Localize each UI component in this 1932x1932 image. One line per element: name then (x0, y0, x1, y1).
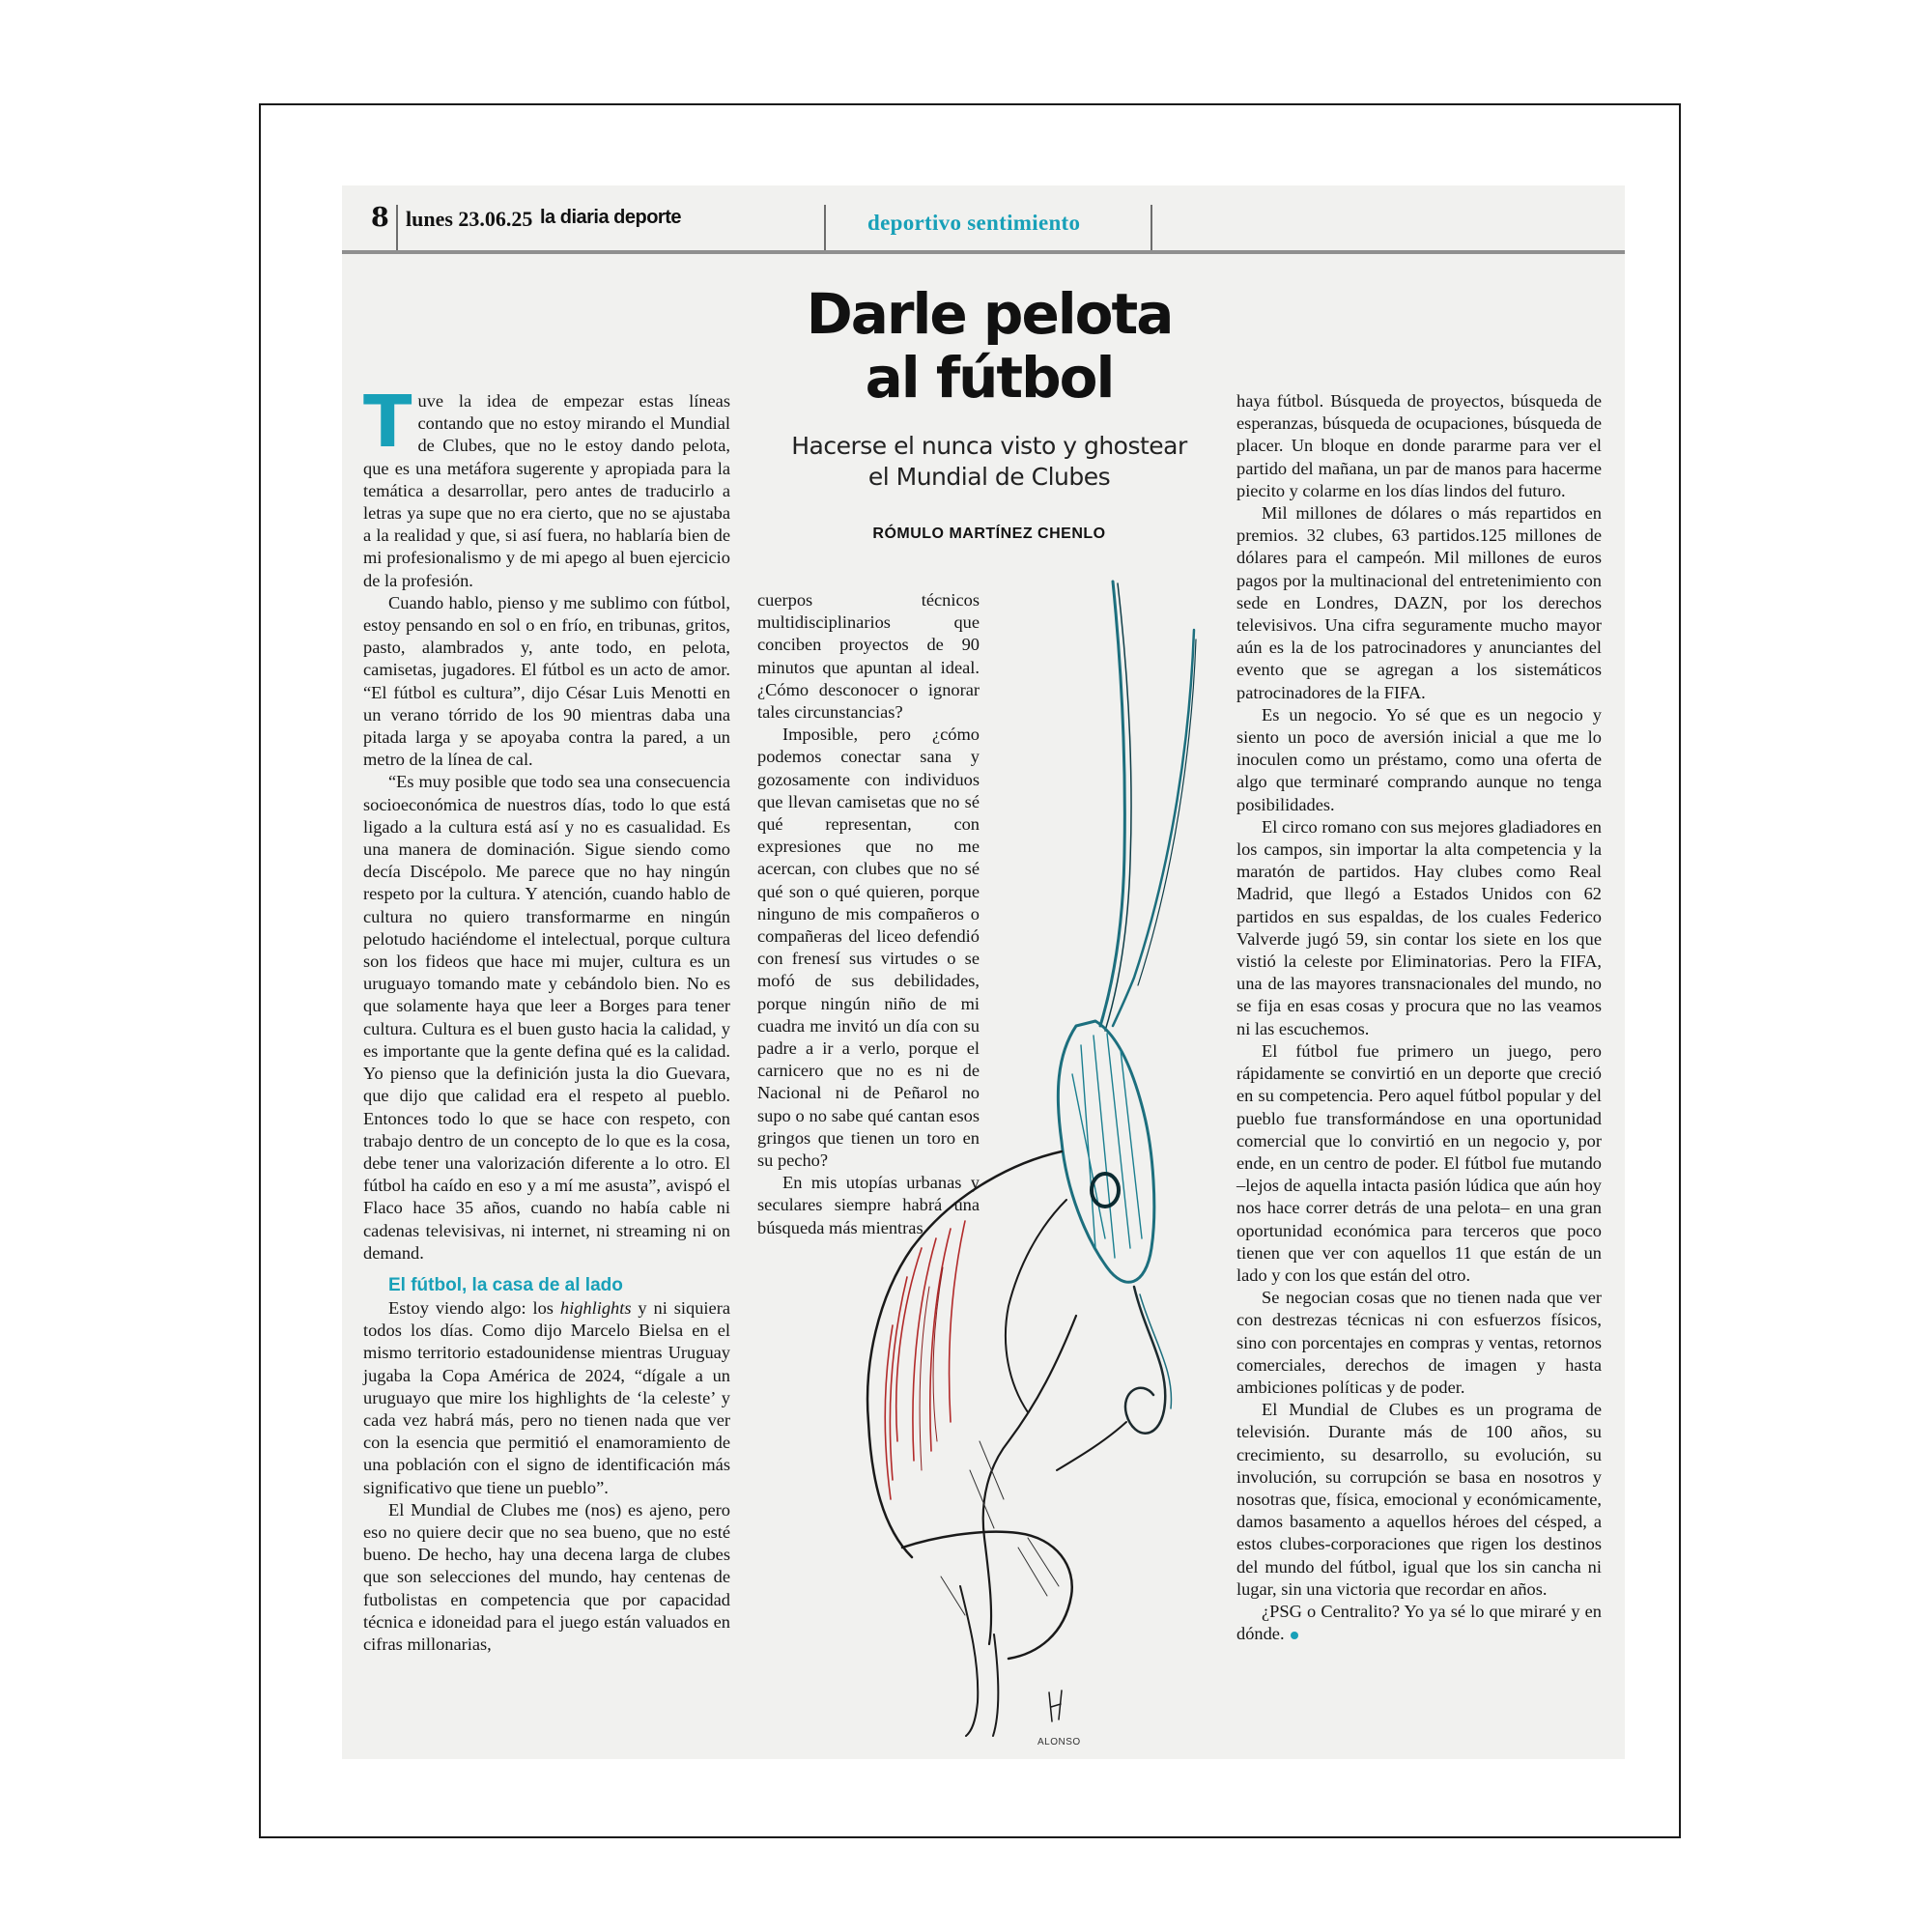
article-paragraph (1236, 1601, 1602, 1645)
article-paragraph: Mil millones de dólares o más repartidos en premios. 32 clubes, 63 partidos.125 millones de dólares para el campeón. Mil millones de euros pagos por la multinacional del entretenimiento con sede en Londres, DAZN, por los derechos televisivos. Una cifra seguramente mucho mayor aún es la de los patrocinadores y anunciantes del evento que se agregan a los sistemáticos patrocinadores de la FIFA. (1236, 503, 1602, 702)
paragraph-text: y ni siquiera todos los días. Como dijo Marcelo Bielsa en el mismo territorio estadounidense mientras Uruguay jugaba la Copa América de 2024, “dígale a un uruguayo que mire los highlights de ‘la celeste’ y cada vez habrá más, pero no tienen nada que ver con la esencia que permitió el enamoramiento de una población con el signo de identificación más significativo que tiene un pueblo”. (363, 1297, 730, 1497)
article-paragraph: Es un negocio. Yo sé que es un negocio y siento un poco de aversión inicial a que me lo inoculen como un préstamo, como una oferta de algo que terminaré comprando aunque no tenga posibilidades. (1236, 704, 1602, 814)
header-divider (824, 205, 826, 251)
paragraph-text: Estoy viendo algo: los (388, 1297, 560, 1318)
article-column-3 (1236, 390, 1602, 1645)
section-name: deportivo sentimiento (867, 211, 1081, 235)
article-paragraph: El fútbol fue primero un juego, pero rápidamente se convirtió en un deporte que creció en su competencia. Pero aquel fútbol popular y del pueblo fue transformándose en una oportunidad comercial que lo convirtió en un negocio y, por ende, en un centro de poder. El fútbol fue mutando –lejos de aquella intacta pasión lúdica que aún hoy nos hace correr detrás de una pelota– en una gran oportunidad económica para terceros que poco tienen que ver con aquellos 11 que están de un lado y con los que están del otro. (1236, 1040, 1602, 1285)
headline-line: Darle pelota (806, 281, 1173, 347)
end-dot-icon (1291, 1632, 1298, 1639)
paragraph-text: uve la idea de empezar estas líneas contando que no estoy mirando el Mundial de Clubes, que no le estoy dando pelota, que es una metáfora sugerente y apropiada para la temática a desarrollar, pero antes de traducirlo a letras ya supe que no era cierto, que no se ajustaba a la realidad y que, si así fuera, no hablaría bien de mi profesionalismo y de mi apego al buen ejercicio de la profesión. (363, 391, 730, 590)
page-header (342, 185, 1625, 253)
section-subhead: El fútbol, la casa de al lado (388, 1274, 623, 1295)
newspaper-page (342, 185, 1625, 1759)
headline-line: al fútbol (865, 345, 1114, 411)
subheadline (748, 431, 1231, 493)
subheadline-line: el Mundial de Clubes (867, 463, 1111, 491)
article-paragraph: Imposible, pero ¿cómo podemos conectar sana y gozosamente con individuos que llevan camisetas que no sé qué representan, con expresiones que no me acercan, con clubes que no sé qué son o qué quieren, porque ninguno de mis compañeros o compañeras del liceo defendió con frenesí sus virtudes o se mofó de sus debilidades, porque ningún niño de mi cuadra me invitó un día con su padre a ir a verlo, porque el carnicero que no es ni de Nacional ni de Peñarol no supo o no sabe qué cantan esos gringos que tienen un toro en su pecho? (757, 724, 980, 1171)
article-paragraph: El Mundial de Clubes es un programa de televisión. Durante más de 100 años, su crecimiento, su desarrollo, su evolución, su involución, su corrupción se basa en nosotros y nosotras que, física, emocional y económicamente, damos basamento a aquellos héroes del césped, a estos clubes-corporaciones que rigen los destinos del mundo del fútbol, igual que los sin cancha ni lugar, sin una victoria que recordar en años. (1236, 1400, 1602, 1599)
article-column-1 (363, 381, 730, 1656)
subheadline-line: Hacerse el nunca visto y ghostear (791, 432, 1187, 460)
byline: RÓMULO MARTÍNEZ CHENLO (872, 526, 1106, 542)
paragraph-text: ¿PSG o Centralito? Yo ya sé lo que miraré y en dónde. (1236, 1601, 1602, 1644)
header-divider (1151, 205, 1152, 251)
crouching-figure-illustration (786, 572, 1221, 1750)
article-paragraph: haya fútbol. Búsqueda de proyectos, búsqueda de esperanzas, búsqueda de ocupaciones, búsqueda de placer. Un bloque en donde pararme para ver el partido del mañana, un par de manos para hacerme piecito y colarme en los días lindos del futuro. (1236, 391, 1602, 500)
article-paragraph: “Es muy posible que todo sea una consecuencia socioeconómica de nuestros días, todo lo que está ligado a la cultura está así y no es casualidad. Es una manera de dominación. Sigue siendo como decía Discépolo. Me parece que no hay ningún respeto por la cultura. Y atención, cuando hablo de cultura no quiero transformarme en ningún pelotudo haciéndome el intelectual, porque cultura son los fideos que hace mi mujer, cultura es un uruguayo tomando mate y cebándolo bien. No es que solamente haya que leer a Borges para tener cultura. Cultura es el buen gusto hacia la calidad, y es importante que la gente defina qué es la calidad. Yo pienso que la definición justa la dio Guevara, que dijo que calidad era el respeto al pueblo. Entonces todo lo que se hace con respeto, con trabajo dentro de un concepto de lo que es la cosa, debe tener una valorización diferente a lo otro. El fútbol ha caído en eso y a mí me asusta”, avispó el Flaco hace 35 años, cuando no había cable ni cadenas televisivas, ni internet, ni streaming ni on demand. (363, 772, 730, 1263)
article-paragraph: Cuando hablo, pienso y me sublimo con fútbol, estoy pensando en sol o en frío, en tribunas, gritos, pasto, alambrados y, ante todo, en pelota, camisetas, jugadores. El fútbol es un acto de amor. “El fútbol es cultura”, dijo César Luis Menotti en un verano tórrido de los 90 mientras daba una pitada larga y se apoyaba contra la pared, a un metro de la línea de cal. (363, 592, 730, 770)
article-paragraph: El circo romano con sus mejores gladiadores en los campos, sin importar la alta competencia y la maratón de partidos. Hay clubes como Real Madrid, que llegó a Estados Unidos con 62 partidos en sus espaldas, de los cuales Federico Valverde jugó 59, sin contar los siete en los que vistió la celeste por Eliminatorias. Pero la FIFA, una de las mayores transnacionales del mundo, no se fija en esas cosas y procura que no las veamos ni las escuchemos. (1236, 816, 1602, 1038)
header-rule (342, 250, 1625, 254)
article-paragraph: El Mundial de Clubes me (nos) es ajeno, pero eso no quiere decir que no sea bueno, que no esté bueno. De hecho, hay una decena larga de clubes que son selecciones del mundo, hay centenas de futbolistas en competencia que por capacidad técnica e idoneidad para el juego están valuados en cifras millonarias, (363, 1499, 730, 1654)
illustration-credit: ALONSO (1037, 1737, 1081, 1747)
article-paragraph: Se negocian cosas que no tienen nada que ver con destrezas técnicas ni con esfuerzos físicos, sino con porcentajes en compras y ventas, retornos comerciales, derechos de imagen y hasta ambiciones políticas y de poder. (1236, 1288, 1602, 1397)
emphasis-text: highlights (559, 1297, 632, 1318)
article-paragraph: En mis utopías urbanas y seculares siempre habrá una búsqueda más mientras (757, 1173, 980, 1237)
header-date: lunes 23.06.25 (406, 207, 533, 231)
article-paragraph (363, 381, 730, 592)
article-paragraph (363, 1297, 730, 1499)
header-divider (396, 205, 398, 251)
drop-cap: T (363, 381, 412, 464)
publication-name: la diaria deporte (540, 207, 681, 228)
article-paragraph: cuerpos técnicos multidisciplinarios que conciben proyectos de 90 minutos que apuntan al ideal. ¿Cómo desconocer o ignorar tales circunstancias? (757, 590, 980, 723)
headline (767, 282, 1211, 410)
page-number: 8 (371, 203, 389, 233)
